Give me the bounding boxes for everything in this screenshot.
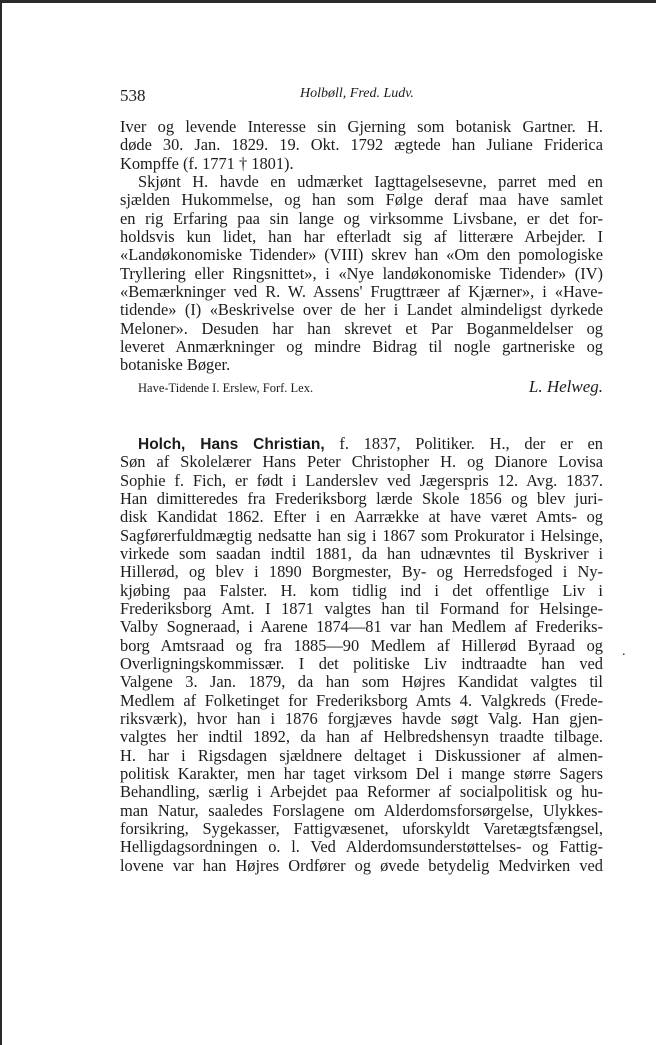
entry-first-line-text: f. 1837, Politiker. H., der er en bbox=[324, 433, 603, 453]
text-line: Valgene 3. Jan. 1879, da han som Højres Kandidat valgtes til bbox=[120, 672, 603, 692]
text-line: kjøbing paa Falster. H. kom tidlig ind i det offentlige Liv i bbox=[120, 580, 603, 600]
text-line: Behandling, særlig i Arbejdet paa Reformer af socialpolitisk og hu- bbox=[120, 782, 603, 802]
text-line: døde 30. Jan. 1829. 19. Okt. 1792 ægtede han Juliane Friderica bbox=[120, 135, 603, 155]
sources: Have-Tidende I. Erslew, Forf. Lex. bbox=[138, 380, 314, 395]
text-line: disk Kandidat 1862. Efter i en Aarrække at have været Amts- og bbox=[120, 507, 603, 527]
text-line: Valby Sogneraad, i Aarene 1874—81 var han Medlem af Frederiks- bbox=[120, 617, 603, 637]
text-line: «Landøkonomiske Tidender» (VIII) skrev han «Om den pomologiske bbox=[120, 245, 603, 265]
entry-headword: Holch, Hans Christian, bbox=[138, 435, 325, 453]
text-line: riksværk), hvor han i 1876 forgjæves havde søgt Valg. Han gjen- bbox=[120, 708, 603, 728]
text-line: Helligdagsordningen o. l. Ved Alderdomsunderstøttelses- og Fattig- bbox=[120, 837, 603, 857]
text-line: leveret Anmærkninger og mindre Bidrag til nogle gartneriske og bbox=[120, 337, 603, 357]
text-line: holdsvis kun lidet, han har efterladt sig af litterære Arbejder. I bbox=[120, 227, 603, 247]
text-line: Sophie f. Fich, er født i Landerslev ved Jægerspris 12. Avg. 1837. bbox=[120, 470, 603, 490]
text-line: forsikring, Sygekasser, Fattigvæsenet, uforskyldt Varetægtsfængsel, bbox=[120, 819, 603, 839]
text-line: politisk Karakter, men har taget virksom Del i mange større Sagers bbox=[120, 764, 603, 783]
text-line: en rig Erfaring paa sin lange og virksomme Livsbane, er det for- bbox=[120, 208, 603, 228]
text-line: valgtes her indtil 1892, da han af Helbredshensyn traadte tilbage. bbox=[120, 727, 603, 747]
margin-mark: . bbox=[622, 644, 626, 659]
text-line: Overligningskommissær. I det politiske Liv indtraadte han ved bbox=[120, 653, 603, 673]
text-line: virkede som saadan indtil 1881, da han udnævntes til Byskriver i bbox=[120, 543, 603, 563]
text-line: H. har i Rigsdagen sjældnere deltaget i Diskussioner af almen- bbox=[120, 745, 603, 765]
source-row bbox=[120, 377, 603, 401]
author-signature: L. Helweg. bbox=[528, 376, 603, 396]
page-body bbox=[120, 118, 603, 875]
text-line: sjælden Hukommelse, og han som Følge deraf maa have samlet bbox=[120, 190, 603, 210]
text-line: man Natur, saaledes Forslagene om Alderdomsforsørgelse, Ulykkes- bbox=[120, 800, 603, 820]
text-line: Skjønt H. havde en udmærket Iagttagelsesevne, parret med en bbox=[138, 172, 603, 192]
entry-first-line bbox=[120, 435, 603, 453]
text-line: Kompffe (f. 1771 † 1801). bbox=[120, 153, 294, 173]
text-line: Frederiksborg Amt. I 1871 valgtes han til Formand for Helsinge- bbox=[120, 598, 603, 618]
text-line: Meloner». Desuden har han skrevet et Par Boganmeldelser og bbox=[120, 318, 603, 338]
text-line: «Bemærkninger ved R. W. Assens' Frugttræer af Kjærner», i «Have- bbox=[120, 282, 603, 302]
prev-entry bbox=[120, 118, 603, 401]
text-line: Søn af Skolelærer Hans Peter Christopher H. og Dianore Lovisa bbox=[120, 452, 603, 472]
text-line: Han dimitteredes fra Frederiksborg lærde Skole 1856 og blev juri- bbox=[120, 488, 603, 508]
page-number: 538 bbox=[120, 86, 146, 105]
page-header bbox=[120, 86, 600, 108]
page-top-edge bbox=[0, 0, 656, 3]
text-line: botaniske Bøger. bbox=[120, 355, 231, 375]
holch-entry bbox=[120, 435, 603, 875]
text-line: Hillerød, og blev i 1890 Borgmester, By- og Herredsfoged i Ny- bbox=[120, 562, 603, 582]
text-line: Tryllering eller Ringsnittet», i «Nye landøkonomiske Tidender» (IV) bbox=[120, 263, 603, 283]
text-line: Sagførerfuldmægtig nedsatte han sig i 1867 som Prokurator i Helsinge, bbox=[120, 525, 603, 545]
text-line: Iver og levende Interesse sin Gjerning som botanisk Gartner. H. bbox=[120, 117, 603, 136]
text-line: tidende» (I) «Beskrivelse over de her i Landet almindeligst dyrkede bbox=[120, 300, 603, 320]
page-left-edge bbox=[0, 0, 2, 1045]
running-head: Holbøll, Fred. Ludv. bbox=[300, 86, 414, 101]
entry-gap bbox=[120, 401, 603, 435]
text-line: lovene var han Højres Ordfører og øvede betydelig Medvirken ved bbox=[120, 855, 603, 875]
text-line: borg Amtsraad og fra 1885—90 Medlem af Hillerød Byraad og bbox=[120, 635, 603, 655]
text-line: Medlem af Folketinget for Frederiksborg Amts 4. Valgkreds (Frede- bbox=[120, 690, 603, 710]
